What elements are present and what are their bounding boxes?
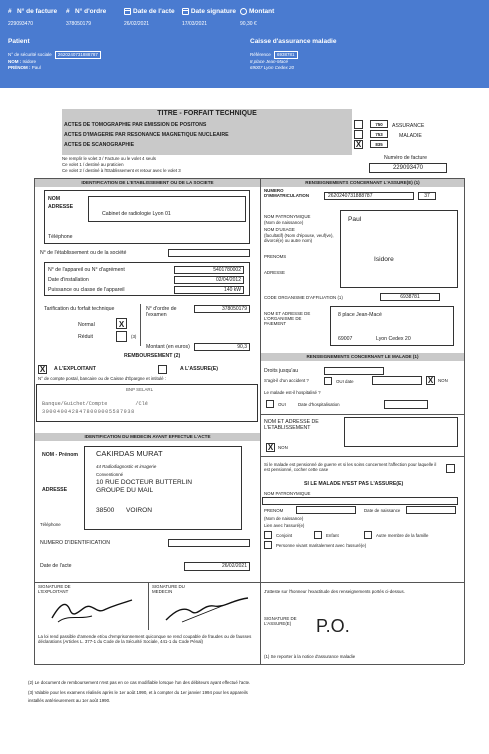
- personne-label: Personne vivant maritalement avec l'assuré(e): [276, 543, 367, 548]
- coins-icon: [240, 8, 247, 15]
- etab-divider: [261, 456, 464, 457]
- conjoint-checkbox[interactable]: [264, 531, 272, 539]
- volet-line-2: Ce volet 1 / destiné au praticien: [62, 162, 124, 167]
- signature-date-value: 17/03/2021: [182, 21, 208, 27]
- medecin-name: CAKIRDAS MURAT: [96, 449, 163, 458]
- numero-id-label: NUMERO D'IDENTIFICATION: [40, 540, 111, 546]
- summary-header: [0, 0, 489, 88]
- accident-oui-checkbox[interactable]: [324, 377, 332, 385]
- amount-column: [240, 8, 294, 27]
- patient-nom-value: Isidore: [22, 59, 37, 64]
- medecin-cp: 38500: [96, 507, 115, 514]
- sig-exploitant-label: SIGNATURE DE L'EXPLOITANT: [38, 584, 71, 594]
- np-date-naiss-field[interactable]: [406, 506, 456, 514]
- assurance-label: ASSURANCE: [392, 123, 425, 129]
- footnote-2: (3) Valable pour les examens réalisés après le 1er août 1990, et à compter du 1er janvier 1994 pour les appareils: [28, 690, 248, 695]
- act-date-column: [124, 8, 178, 27]
- invoice-number-value: 229093470: [8, 21, 34, 27]
- organisme-ville: Lyon Cedex 20: [376, 336, 411, 342]
- signature-date-column: [182, 8, 236, 27]
- medecin-signature: [162, 594, 252, 626]
- np-date-naiss-label: Date de naissance: [364, 508, 401, 513]
- act-date-label: Date de l'acte: [133, 8, 175, 15]
- date-acte-field[interactable]: 26/02/2021: [184, 562, 250, 571]
- exploitant-checkbox[interactable]: X: [39, 365, 46, 374]
- adresse-assure-label: ADRESSE: [264, 270, 285, 275]
- iban-line1: Banque/Guichet/Compte /Clé: [42, 401, 148, 407]
- etab-non-checkbox[interactable]: X: [267, 443, 274, 452]
- caisse-line2: 69007 Lyon Cedex 20: [250, 65, 294, 70]
- assure-nom: Isidore: [374, 256, 394, 263]
- footnote-3: installés antérieurement au 1er août 1990.: [28, 698, 111, 703]
- date-hospit-label: Date d'hospitalisation: [298, 402, 340, 407]
- act-date-value: 26/02/2021: [124, 21, 150, 27]
- personne-checkbox[interactable]: [264, 541, 272, 549]
- caisse-title: Caisse d'assurance maladie: [250, 38, 337, 45]
- volet-line-3: Ce volet 2 / destiné à l'Etablissement et retour avec le volet 3: [62, 168, 181, 173]
- medecin-header: IDENTIFICATION DU MEDECIN AYANT EFFECTUE L'ACTE: [35, 433, 260, 441]
- install-label: Date d'installation: [48, 277, 89, 283]
- caisse-line1: 8 place Jean-Macé: [250, 59, 289, 64]
- amount-label: Montant: [249, 8, 275, 15]
- np-nom-box: [262, 497, 458, 505]
- footnote-ref-3: (3): [131, 334, 137, 339]
- volet-line-1: Ne remplir le volet 3 / Facture ou le volet 4 seuls: [62, 156, 156, 161]
- caisse-ref-label: Référence: [250, 52, 271, 57]
- medecin-ville: VOIRON: [126, 507, 153, 514]
- frame-right: [464, 178, 465, 664]
- np-sub-label: (Nom de naissance): [264, 516, 304, 521]
- fraude-text: La loi rend passible d'amende et/ou d'emprisonnement quiconque se rend coupable de fraudes ou de fausses déclarations (Articles L. 377-1 du Code de la Sécurité Sociale, 441-1 du Code Pénal): [38, 634, 252, 644]
- order-number-label: N° d'ordre: [75, 8, 107, 15]
- signature-divider: [148, 582, 149, 630]
- code-org-label: CODE ORGANISME D'AFFILIATION (1): [264, 295, 343, 300]
- immat-key-field[interactable]: 37: [418, 192, 436, 200]
- np-prenom-field[interactable]: [296, 506, 356, 514]
- patient-block: [8, 38, 238, 71]
- droits-label: Droits jusqu'au: [264, 368, 299, 374]
- droits-field[interactable]: [324, 367, 384, 375]
- np-prenom-label: PRENOM: [264, 508, 284, 513]
- signature-top-line: [34, 582, 260, 583]
- frame-middle: [260, 178, 261, 664]
- sig-assure-label: SIGNATURE DE L'ASSURE(E): [264, 616, 297, 626]
- enfant-label: Enfant: [326, 533, 339, 538]
- invoice-number-column: [8, 8, 62, 27]
- caisse-block: [250, 38, 480, 71]
- organisme-line1: 8 place Jean-Macé: [338, 312, 382, 318]
- medecin-address-1: 10 RUE DOCTEUR BUTTERLIN: [96, 479, 192, 486]
- caisse-ref-value: 6938781: [274, 51, 298, 59]
- medecin-specialty: 44 Radiodiagnostic et imagerie: [96, 464, 157, 469]
- date-acte-label: Date de l'acte: [40, 563, 72, 569]
- nom-patro-label: NOM PATRONYMIQUE: [264, 214, 311, 219]
- pension-text: Si le malade est pensionné de guerre et si les soins concernent l'affection pour laquelle il est pensionné, cocher cette case: [264, 462, 437, 472]
- accident-label: S'agit-il d'un accident ?: [264, 378, 309, 383]
- appareil-label: N° de l'appareil ou N° d'agrément: [48, 267, 125, 273]
- install-field[interactable]: 02/04/2012: [174, 276, 244, 284]
- exploitant-signature: [48, 596, 138, 626]
- form-title: TITRE - FORFAIT TECHNIQUE: [157, 110, 257, 117]
- po-value: P.O.: [316, 616, 350, 636]
- np-lien-label: Lien avec l'assuré(e): [264, 523, 305, 528]
- summary-columns: [8, 8, 481, 27]
- bnp-value: BNP SELARL: [126, 387, 154, 392]
- finess-label: N° de l'établissement ou de la société: [40, 250, 127, 256]
- patient-prenom-value: Paul: [31, 65, 41, 70]
- patient-title: Patient: [8, 38, 30, 45]
- calendar-icon: [124, 8, 131, 15]
- cabinet-inner-box: [88, 196, 246, 222]
- remboursement-header: REMBOURSEMENT (2): [124, 353, 181, 359]
- act-code-835: 835: [370, 140, 388, 148]
- hospit-oui-checkbox[interactable]: [266, 400, 274, 408]
- tarif-label: Tarification du forfait technique: [44, 306, 115, 312]
- organisme-label: NOM ET ADRESSE DE L'ORGANISME DE PAIEMENT: [264, 311, 311, 326]
- invoice-field[interactable]: 229093470: [369, 163, 447, 173]
- tarif-divider: [140, 304, 141, 346]
- invoice-label: Numéro de facture: [384, 155, 427, 161]
- reduit-label: Réduit: [78, 334, 93, 340]
- conjoint-label: Conjoint: [276, 533, 293, 538]
- accident-non-checkbox[interactable]: X: [427, 376, 434, 385]
- attest-top-line: [261, 582, 464, 583]
- amount-value: 90,30 €: [240, 21, 257, 27]
- patient-nom-label: NOM :: [8, 59, 22, 64]
- order-number-column: [66, 8, 120, 27]
- act-scanographie-label: ACTES DE SCANOGRAPHIE: [64, 142, 135, 148]
- oui-date-label: OUI date: [336, 379, 354, 384]
- hospit-divider: [261, 414, 464, 415]
- act-tomographie-label: ACTES DE TOMOGRAPHIE PAR EMISSION DE POSITONS: [64, 122, 207, 128]
- assure-label: A L'ASSURE(E): [180, 366, 218, 372]
- rens-assure-header: RENSEIGNEMENTS CONCERNANT L'ASSURE(E) (1): [261, 179, 464, 187]
- montant-label: Montant (en euros): [146, 344, 190, 350]
- order-number-value: 378050179: [66, 21, 92, 27]
- np-nom-label: NOM PATRONYMIQUE: [264, 491, 311, 496]
- nom-usage-sub: (facultatif) (Nom d'épouse, veuf(ve), divorcé(e) ou autre nom): [264, 233, 334, 243]
- compte-label: N° de compte postal, bancaire ou de Caisse d'Épargne et intitulé :: [38, 376, 167, 381]
- adresse-label: ADRESSE: [48, 204, 74, 210]
- code-org-field[interactable]: 6938781: [380, 293, 440, 301]
- footnote-1: (2) Le document de remboursement n'est pas en ce cas modifiable lorsque l'un des débiteurs ayant effectué l'acte.: [28, 680, 251, 685]
- pension-checkbox[interactable]: [446, 464, 455, 473]
- organisme-cp: 69007: [338, 336, 353, 342]
- iban-line2: 3000400428478000005587938: [42, 409, 135, 415]
- ssn-value: 2620240731888787: [55, 51, 101, 59]
- nom-patro-sub: (Nom de naissance): [264, 220, 304, 225]
- immat-field[interactable]: 2620240731888787: [324, 192, 414, 200]
- montant-field[interactable]: 90,3: [194, 343, 250, 351]
- etab-address-box: [344, 417, 458, 447]
- autre-label: Autre membre de la famille: [376, 533, 429, 538]
- ssn-label: N° de sécurité sociale: [8, 52, 52, 57]
- signature-date-label: Date signature: [190, 8, 236, 15]
- prenoms-label: PRENOMS: [264, 254, 287, 259]
- medecin-convention: Conventionné: [96, 472, 124, 477]
- hash-icon: #: [66, 8, 70, 15]
- immat-label: NUMERO D'IMMATRICULATION: [264, 188, 310, 198]
- act-code-750: 750: [370, 120, 388, 128]
- nom-label: NOM: [48, 196, 61, 202]
- sig-medecin-label: SIGNATURE DU MEDECIN: [152, 584, 185, 594]
- frame-bottom: [34, 664, 464, 665]
- reduit-checkbox[interactable]: [116, 331, 127, 342]
- numero-id-field[interactable]: [168, 539, 250, 547]
- act-irm-checkbox[interactable]: [354, 130, 363, 139]
- non2-label: NON: [278, 445, 288, 450]
- accident-date-field[interactable]: [372, 376, 422, 385]
- ordre-label: N° d'ordre de l'examen: [146, 306, 177, 318]
- atteste-text: J'atteste sur l'honneur l'exactitude des renseignements portés ci-dessus.: [264, 589, 405, 594]
- hospit-label: Le malade est-il hospitalisé ?: [264, 390, 321, 395]
- maladie-label: MALADIE: [399, 133, 422, 139]
- medecin-address-2: GROUPE DU MAIL: [96, 487, 154, 494]
- act-tomographie-checkbox[interactable]: [354, 120, 363, 129]
- finess-field[interactable]: [168, 249, 250, 257]
- date-hospit-field[interactable]: [384, 400, 428, 409]
- puissance-field[interactable]: 140 kW: [174, 286, 244, 294]
- etab-label: NOM ET ADRESSE DE L'ETABLISSEMENT: [264, 419, 319, 431]
- nom-prenom-label: NOM - Prénom: [42, 452, 79, 458]
- act-scanographie-checkbox[interactable]: X: [355, 140, 362, 149]
- non-assure-header: SI LE MALADE N'EST PAS L'ASSURE(E): [304, 481, 404, 487]
- telephone-label: Téléphone: [48, 234, 73, 240]
- autre-checkbox[interactable]: [364, 531, 372, 539]
- act-irm-label: ACTES D'IMAGERIE PAR RESONANCE MAGNETIQUE NUCLEAIRE: [64, 132, 229, 138]
- ordre-field[interactable]: 378050179: [194, 305, 250, 313]
- puissance-label: Puissance ou classe de l'appareil: [48, 287, 125, 293]
- cabinet-name: Cabinet de radiologie Lyon 01: [102, 211, 171, 217]
- non-label: NON: [438, 378, 448, 383]
- oui-label: OUI: [278, 402, 286, 407]
- appareil-field[interactable]: 5401780002: [174, 266, 244, 274]
- etab-header: IDENTIFICATION DE L'ETABLISSEMENT OU DE LA SOCIETE: [35, 179, 260, 187]
- invoice-number-label: N° de facture: [17, 8, 58, 15]
- act-code-753: 753: [370, 130, 388, 138]
- scanned-form: [28, 106, 464, 706]
- rapporter-text: (1) Se reporter à la notice d'assurance maladie: [264, 654, 356, 659]
- hash-icon: #: [8, 8, 12, 15]
- normal-label: Normal: [78, 322, 95, 328]
- calendar-icon: [182, 8, 189, 15]
- normal-checkbox[interactable]: X: [116, 318, 127, 329]
- frame-left: [34, 178, 35, 664]
- patient-prenom-label: PRÉNOM :: [8, 65, 31, 70]
- assure-prenom: Paul: [348, 216, 362, 223]
- rens-malade-header: RENSEIGNEMENTS CONCERNANT LE MALADE (1): [261, 353, 464, 361]
- med-telephone-label: Téléphone: [40, 522, 61, 527]
- exploitant-label: A L'EXPLOITANT: [54, 366, 96, 372]
- enfant-checkbox[interactable]: [314, 531, 322, 539]
- nom-usage-label: NOM D'USAGE: [264, 227, 295, 232]
- assure-checkbox[interactable]: [158, 365, 167, 374]
- med-adresse-label: ADRESSE: [42, 487, 68, 493]
